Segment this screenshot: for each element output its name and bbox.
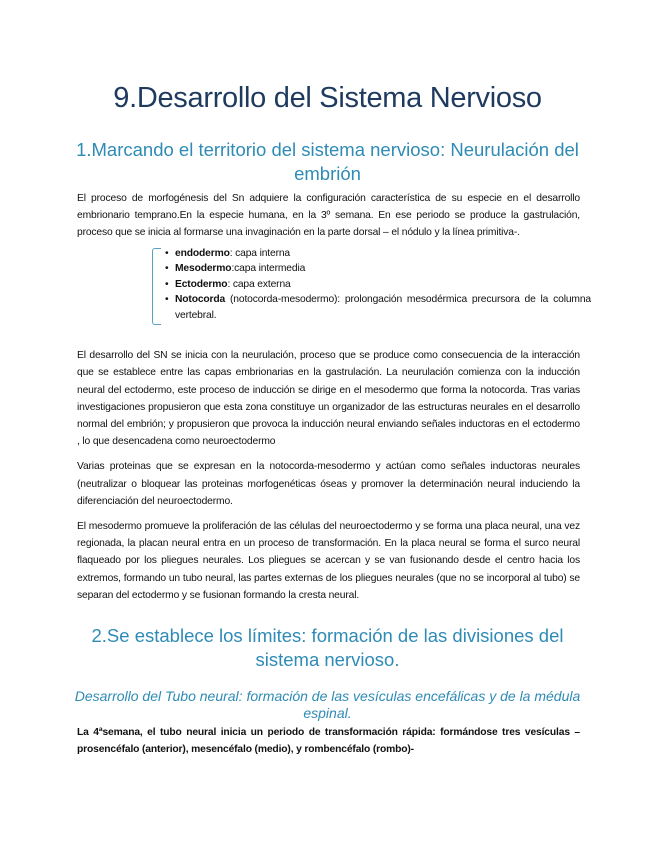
section-1-paragraph-2: El desarrollo del SN se inicia con la neurulación, proceso que se produce como consecuencia de la interacción que se establece entre las capas embrionarias en la gastrulación. La neurulación comienza con la inducción neural del ectodermo, este proceso de inducción se dirige en el mesodermo que forma la notocorda. Tras varias investigaciones propusieron que esta zona constituye un organizador de las estructuras neurales en el desarrollo normal del embrión; y propusieron que provoca la inducción neural enviando señales inductoras en el ectodermo , lo que desencadena como neuroectodermo: [77, 350, 580, 448]
list-bracket: [152, 248, 161, 326]
list-item: • Notocorda (notocorda-mesodermo): prolongación mesodérmica precursora de la columna vertebral.: [163, 292, 591, 323]
section-1-paragraph-4: El mesodermo promueve la proliferación de las células del neuroectodermo y se forma una placa neural, una vez regionada, la placan neural entra en un proceso de transformación. En la placa neural se forma el surco neural flaqueado por los pliegues neurales. Los pliegues se acercan y se van fusionando desde el centro hacia los extremos, formando un tubo neural, las partes externas de los pliegues neurales (que no se incorporal al tubo) se separan del ectodermo y se fusionan formando la cresta neural.: [77, 520, 580, 601]
section-2-heading: 2.Se establece los límites: formación de las divisiones del sistema nervioso.: [91, 624, 564, 670]
list-item: • Mesodermo:capa intermedia: [163, 261, 591, 277]
section-2-paragraph-1: La 4ªsemana, el tubo neural inicia un periodo de transformación rápida: formándose tres vesículas – prosencéfalo (anterior), mesencéfalo (medio), y rombencéfalo (rombo)-: [77, 726, 580, 756]
germ-layer-list: [163, 246, 591, 324]
page-title: 9.Desarrollo del Sistema Nervioso: [113, 82, 542, 114]
germ-layer-list-wrapper: [152, 246, 591, 324]
section-2-subheading: Desarrollo del Tubo neural: formación de las vesículas encefálicas y de la médula espinal.: [74, 687, 581, 721]
list-item: • endodermo: capa interna: [163, 246, 591, 262]
section-1-paragraph-3: Varias proteinas que se expresan en la notocorda-mesodermo y actúan como señales inductoras neurales (neutralizar o bloquear las proteinas morfogenéticas óseas y promover la determinación neural induciendo la diferenciación del neuroectodermo.: [77, 461, 580, 507]
section-1-paragraph-1: El proceso de morfogénesis del Sn adquiere la configuración característica de su especie en el desarrollo embrionario temprano.En la especie humana, en la 3º semana. En ese periodo se produce la gastrulación, proceso que se inicia al formarse una invaginación en la parte dorsal – el nódulo y la línea primitiva-.: [77, 193, 580, 239]
list-item: • Ectodermo: capa externa: [163, 277, 591, 293]
section-1-heading: 1.Marcando el territorio del sistema nervioso: Neurulación del embrión: [76, 139, 579, 184]
